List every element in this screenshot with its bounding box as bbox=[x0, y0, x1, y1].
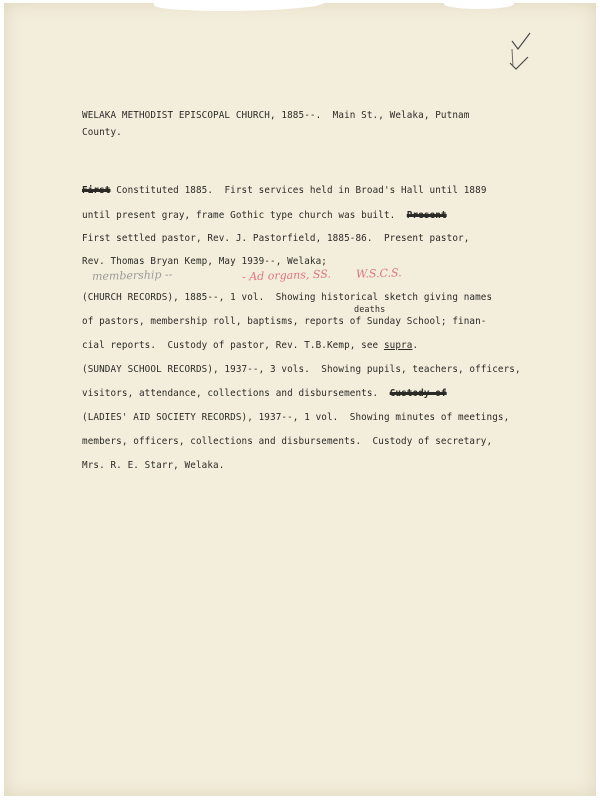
red-annotation-1: - Ad organs, SS. bbox=[241, 267, 332, 284]
ladies-aid-line-3: Mrs. R. E. Starr, Welaka. bbox=[82, 460, 225, 471]
ladies-aid-line-2: members, officers, collections and disbursements. Custody of secretary, bbox=[82, 436, 493, 447]
sunday-school-line-2: visitors, attendance, collections and disbursements. Custody of bbox=[82, 388, 447, 399]
check-marks bbox=[506, 27, 536, 75]
church-records-line-1: (CHURCH RECORDS), 1885--, 1 vol. Showing historical sketch giving names bbox=[82, 292, 493, 303]
red-annotation-2: W.S.C.S. bbox=[355, 266, 402, 281]
struck-word-present: Present bbox=[406, 210, 447, 221]
church-records-line-3: cial reports. Custody of pastor, Rev. T.B.Kemp, see supra. bbox=[82, 340, 419, 351]
history-line-4: Rev. Thomas Bryan Kemp, May 1939--, Welaka; bbox=[82, 256, 327, 267]
torn-edge bbox=[154, 3, 324, 11]
history-line-3: First settled pastor, Rev. J. Pastorfield, 1885-86. Present pastor, bbox=[82, 233, 470, 244]
torn-edge-right bbox=[444, 3, 514, 9]
church-records-line-2: of pastors, membership roll, baptisms, reports of Sunday School; finan- bbox=[82, 316, 487, 327]
struck-word: First bbox=[82, 185, 111, 196]
pencil-annotation: membership -- bbox=[91, 267, 173, 284]
history-line-1: First Constituted 1885. First services held in Broad's Hall until 1889 bbox=[82, 185, 487, 196]
document-page bbox=[4, 3, 596, 796]
struck-custody: Custody of bbox=[389, 388, 447, 399]
title-line-county: County. bbox=[82, 127, 122, 138]
sunday-school-line-1: (SUNDAY SCHOOL RECORDS), 1937--, 3 vols. Showing pupils, teachers, officers, bbox=[82, 364, 521, 375]
insertion-deaths: deaths bbox=[354, 305, 386, 315]
title-line: WELAKA METHODIST EPISCOPAL CHURCH, 1885--. Main St., Welaka, Putnam bbox=[82, 110, 470, 121]
history-line-2: until present gray, frame Gothic type church was built. Present bbox=[82, 210, 447, 221]
ladies-aid-line-1: (LADIES' AID SOCIETY RECORDS), 1937--, 1 vol. Showing minutes of meetings, bbox=[82, 412, 510, 423]
